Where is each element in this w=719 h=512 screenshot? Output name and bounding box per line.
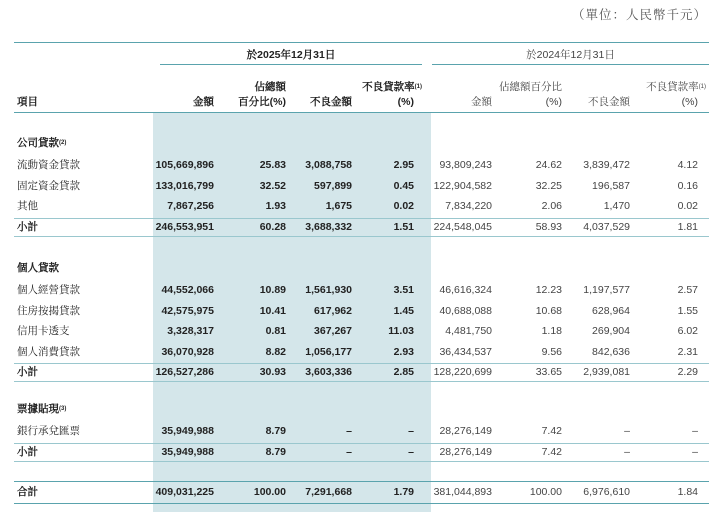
table-row-prior-3: 4.12 (677, 159, 698, 171)
subtotal-row-prior-2: 4,037,529 (583, 220, 630, 233)
subtotal-row-prior-3: 1.81 (677, 220, 698, 233)
col-pct-top: 佔總額 (254, 81, 286, 93)
table-row-prior-2: 628,964 (592, 304, 630, 317)
col-pct-bottom: 百分比(%) (238, 96, 286, 108)
table-row-current-1: 10.41 (259, 304, 286, 317)
row-rule (14, 461, 709, 462)
table-row-current-3: 2.95 (393, 159, 414, 171)
table-row-current-1: 8.79 (265, 425, 286, 437)
subtotal-row-label: 小計 (17, 220, 38, 233)
table-row-prior-2: 196,587 (592, 179, 630, 192)
table-row-current-2: 1,675 (325, 200, 352, 212)
table-row-current-0: 7,867,256 (167, 200, 214, 212)
subtotal-row-prior-2: 2,939,081 (583, 366, 630, 378)
subtotal-row-prior-0: 128,220,699 (433, 366, 492, 378)
subtotal-row-current-3: 1.51 (393, 220, 414, 233)
table-row-current-0: 44,552,066 (161, 284, 214, 296)
table-row-label: 流動資金貸款 (17, 159, 80, 171)
table-row-current-3: 0.02 (393, 200, 414, 212)
table-row-current-1: 25.83 (259, 159, 286, 171)
period-divider-current (160, 64, 422, 65)
table-row-current-3: 11.03 (388, 325, 414, 337)
total-row-prior-2: 6,976,610 (583, 486, 630, 498)
row-rule (14, 443, 709, 444)
subtotal-row-current-1: 60.28 (259, 220, 286, 233)
subtotal-row-current-2: 3,603,336 (305, 366, 352, 378)
table-row-prior-0: 28,276,149 (439, 425, 492, 437)
table-row-prior-2: 1,197,577 (583, 284, 630, 296)
table-row-prior-2: 1,470 (603, 200, 630, 212)
table-row-prior-1: 9.56 (541, 345, 562, 358)
table-row-prior-0: 93,809,243 (439, 159, 492, 171)
header-bottom-rule (14, 112, 709, 113)
table-row-prior-0: 122,904,582 (433, 179, 492, 192)
table-row-current-0: 105,669,896 (155, 159, 214, 171)
table-row-current-2: 617,962 (314, 304, 352, 317)
table-row-prior-3: 2.31 (677, 345, 698, 358)
subtotal-row-current-3: – (408, 445, 414, 458)
table-row-current-3: 1.45 (393, 304, 414, 317)
prior-pct-top: 佔總額百分比 (499, 81, 562, 93)
subtotal-row-current-1: 30.93 (259, 366, 286, 378)
table-row-current-0: 3,328,317 (167, 325, 214, 337)
prior-npl-ratio-top: 不良貸款率$^{(1)}$ (646, 81, 706, 93)
table-row-prior-3: 6.02 (677, 325, 698, 337)
period-current: 於2025年12月31日 (246, 49, 336, 61)
table-row-current-1: 32.52 (259, 179, 286, 192)
section-title: 公司貸款$^{(2)}$ (17, 137, 67, 149)
total-row-prior-0: 381,044,893 (433, 486, 492, 498)
table-row-label: 銀行承兌匯票 (17, 425, 80, 437)
subtotal-row-prior-0: 224,548,045 (433, 220, 492, 233)
total-row-prior-3: 1.84 (677, 486, 698, 498)
table-row-current-3: 3.51 (393, 284, 414, 296)
table-row-label: 信用卡透支 (17, 325, 70, 337)
subtotal-row-prior-1: 33.65 (535, 366, 562, 378)
row-rule (14, 363, 709, 364)
header-top-rule (14, 42, 709, 43)
table-row-current-1: 0.81 (265, 325, 286, 337)
subtotal-row-current-0: 35,949,988 (161, 445, 214, 458)
row-rule (14, 503, 709, 504)
total-row-prior-1: 100.00 (529, 486, 562, 498)
table-row-current-0: 35,949,988 (161, 425, 214, 437)
subtotal-row-current-0: 246,553,951 (155, 220, 214, 233)
table-row-prior-0: 46,616,324 (439, 284, 492, 296)
unit-note: （單位：人民幣千元） (571, 8, 707, 22)
table-row-current-1: 10.89 (259, 284, 286, 296)
subtotal-row-prior-1: 7.42 (541, 445, 562, 458)
table-row-prior-1: 7.42 (541, 425, 562, 437)
subtotal-row-current-3: 2.85 (393, 366, 414, 378)
prior-npl-ratio-bottom: (%) (681, 96, 698, 108)
subtotal-row-prior-1: 58.93 (535, 220, 562, 233)
table-row-current-2: 1,056,177 (305, 345, 352, 358)
table-row-prior-1: 10.68 (535, 304, 562, 317)
table-row-prior-1: 24.62 (535, 159, 562, 171)
table-row-current-2: 3,088,758 (305, 159, 352, 171)
subtotal-row-current-1: 8.79 (265, 445, 286, 458)
table-row-current-3: 2.93 (393, 345, 414, 358)
subtotal-row-prior-0: 28,276,149 (439, 445, 492, 458)
table-row-prior-1: 1.18 (541, 325, 562, 337)
table-row-label: 固定資金貸款 (17, 179, 80, 192)
subtotal-row-prior-2: – (624, 445, 630, 458)
table-row-prior-0: 40,688,088 (439, 304, 492, 317)
table-row-prior-1: 32.25 (535, 179, 562, 192)
table-row-prior-2: 3,839,472 (583, 159, 630, 171)
row-rule (14, 218, 709, 219)
table-row-current-3: 0.45 (393, 179, 414, 192)
table-row-prior-2: 269,904 (592, 325, 630, 337)
table-row-prior-1: 12.23 (535, 284, 562, 296)
table-row-current-2: – (346, 425, 352, 437)
section-title: 票據貼現$^{(3)}$ (17, 403, 67, 415)
total-row-current-2: 7,291,668 (305, 486, 352, 498)
row-rule (14, 381, 709, 382)
table-row-current-3: – (408, 425, 414, 437)
total-row-current-3: 1.79 (393, 486, 414, 498)
table-row-prior-3: 2.57 (677, 284, 698, 296)
prior-amount: 金額 (471, 96, 492, 108)
subtotal-row-label: 小計 (17, 366, 38, 378)
table-row-label: 個人經營貸款 (17, 284, 80, 296)
table-row-current-2: 367,267 (314, 325, 352, 337)
col-npl: 不良金額 (310, 96, 352, 108)
subtotal-row-current-2: 3,688,332 (305, 220, 352, 233)
prior-pct-bottom: (%) (545, 96, 562, 108)
col-npl-ratio-bottom: (%) (397, 96, 414, 108)
table-row-current-2: 1,561,930 (305, 284, 352, 296)
period-prior: 於2024年12月31日 (526, 49, 615, 61)
table-row-current-0: 42,575,975 (161, 304, 214, 317)
subtotal-row-current-0: 126,527,286 (155, 366, 214, 378)
table-row-prior-0: 4,481,750 (445, 325, 492, 337)
table-row-label: 其他 (17, 200, 38, 212)
table-row-prior-3: 0.16 (677, 179, 698, 192)
prior-npl: 不良金額 (588, 96, 630, 108)
total-row-current-1: 100.00 (253, 486, 286, 498)
col-item: 項目 (17, 96, 38, 108)
row-rule (14, 481, 709, 482)
table-row-prior-0: 7,834,220 (445, 200, 492, 212)
subtotal-row-label: 小計 (17, 445, 38, 458)
subtotal-row-prior-3: 2.29 (677, 366, 698, 378)
table-row-current-0: 133,016,799 (155, 179, 214, 192)
table-row-prior-1: 2.06 (541, 200, 562, 212)
table-row-prior-3: 1.55 (677, 304, 698, 317)
subtotal-row-current-2: – (346, 445, 352, 458)
col-npl-ratio-top: 不良貸款率$^{(1)}$ (362, 81, 422, 93)
table-row-prior-0: 36,434,537 (439, 345, 492, 358)
subtotal-row-prior-3: – (692, 445, 698, 458)
total-row-label: 合計 (17, 486, 38, 498)
table-row-label: 個人消費貸款 (17, 345, 80, 358)
table-row-prior-3: 0.02 (677, 200, 698, 212)
table-row-current-2: 597,899 (314, 179, 352, 192)
table-row-current-1: 8.82 (265, 345, 286, 358)
table-row-prior-2: 842,636 (592, 345, 630, 358)
table-row-label: 住房按揭貸款 (17, 304, 80, 317)
table-row-prior-3: – (692, 425, 698, 437)
table-row-prior-2: – (624, 425, 630, 437)
table-row-current-0: 36,070,928 (161, 345, 214, 358)
col-amount: 金額 (193, 96, 214, 108)
section-title: 個人貸款 (17, 262, 59, 274)
period-divider-prior (432, 64, 709, 65)
row-rule (14, 236, 709, 237)
total-row-current-0: 409,031,225 (155, 486, 214, 498)
table-row-current-1: 1.93 (265, 200, 286, 212)
